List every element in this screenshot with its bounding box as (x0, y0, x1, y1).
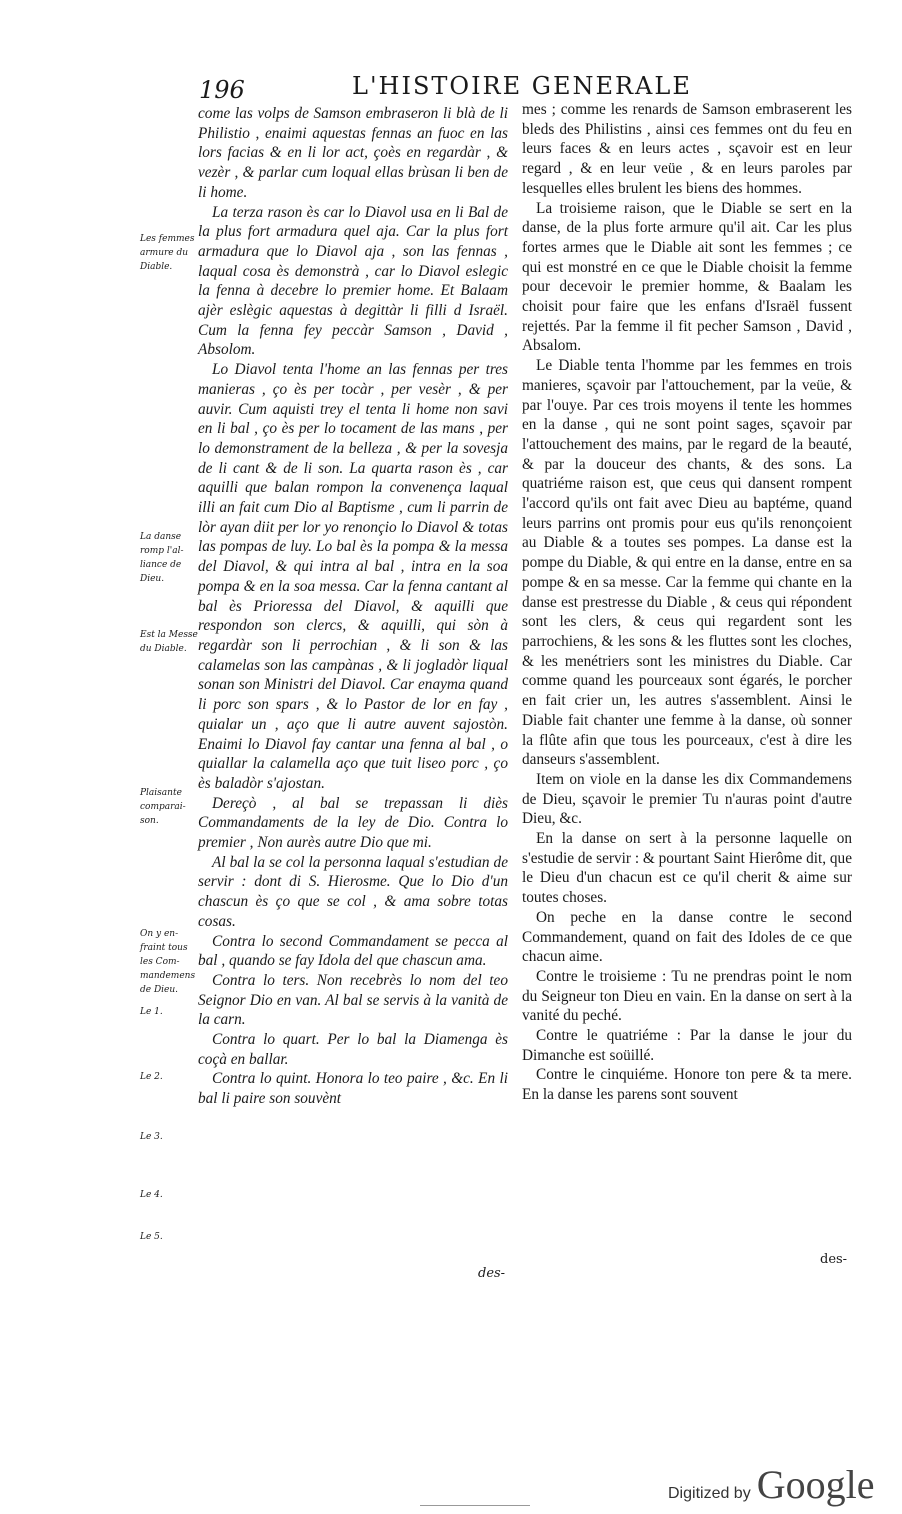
right-column-french (522, 100, 852, 1105)
paragraph: La troisieme raison, que le Diable se sert en la danse, de la plus forte armure qu'il ait. Car les plus fortes armes que le Diable ait sont les femmes ; ce qui est monstré en ce que le Diable choisit la femme pour decevoir le premier homme, & Baalam les choisit pour faire que les enfans d'Israël fussent rejettés. Par la femme il fit pecher Samson , David , Absalom. (522, 199, 852, 355)
paragraph: Contra lo quart. Per lo bal la Diamenga ès coçà en ballar. (198, 1031, 508, 1068)
margin-note: On y en- fraint tous les Com- mandemens de Dieu. (140, 929, 196, 995)
paragraph: La terza rason ès car lo Diavol usa en li Bal de la plus fort armadura quel aja. Car la plus fort armadura que lo Diavol aja , son las fennas , laqual cosa ès demonstrà , car lo Diavol eslegic la fenna à decebre lo premier home. Et Balaam ajèr eslègic aquestas à degittàr li filli d Israël. Cum la fenna fey peccàr Samson , David , Absolom. (198, 203, 508, 359)
paragraph: Item on viole en la danse les dix Commandemens de Dieu, sçavoir le premier Tu n'auras point d'autre Dieu, &c. (522, 770, 852, 828)
paragraph: Contra lo second Commandament se pecca al bal , quando se fay Idola del que chascun ama. (198, 932, 508, 970)
margin-note: Le 5. (140, 1232, 163, 1242)
catchword-left: des- (478, 1266, 506, 1281)
paragraph: Le Diable tenta l'homme par les femmes en trois manieres, sçavoir par l'attouchement, par la veüe, & par l'ouye. Par ces trois moyens il tente les hommes en la danse , qui ne sont point sages, sçavoir par l'attouchement des mains, par le regard de la beauté, & par la douceur des chants, & des sons. La quatriéme raison est, que ceus qui dansent rompent l'accord qu'ils ont fait avec Dieu au baptéme, quand leurs parrins ont promis pour eus qu'ils renonçoient au Diable & a toutes ses pompes. La danse est la pompe du Diable, & qui entre en la danse, entre en sa pompe & en sa messe. Car la femme qui chante en la danse est prestresse du Diable , & ceus qui répondent sont les clers, & ceus qui regardent sont les parrochiens, & les sons & les fluttes sont les cloches, & les menétriers sont les ministres du Diable. Car comme quand les pourceaux sont égarés, le porcher en fait crier un, les autres s'assemblent. Ainsi le Diable fait chanter une femme à la danse, où sonner la flûte afin que tous les pourceaux, c'est à dire les danseurs s'assemblent. (522, 357, 852, 769)
paragraph: En la danse on sert à la personne laquelle on s'estudie de servir : & pourtant Saint Hierôme dit, que le Dieu d'un chacun est ce qu'il cherit & aime sur toutes choses. (522, 830, 852, 907)
scan-edge-line (420, 1505, 530, 1506)
paragraph: mes ; comme les renards de Samson embraserent les bleds des Philistins , ainsi ces femmes ont du feu en leurs faces & en leurs actes , sçavoir est en leur regard , & en leur veüe , & en leurs paroles par lesquelles elles brulent les biens des hommes. (522, 101, 852, 197)
margin-note: Les femmes armure du Diable. (140, 234, 195, 272)
margin-note: La danse romp l'al- liance de Dieu. (140, 532, 184, 584)
paragraph: Lo Diavol tenta l'home an las fennas per tres manieras , ço ès per tocàr , per vesèr , & per auvir. Cum aquisti trey el tenta li home non savi en li bal , ço ès per lo tocament de las mans , per lo demonstrament de la belleza , & per la sovesja de li cant & de li son. La quarta rason ès , car aquilli que balan rompon la convenença laqual illi an fait cum Dio al Baptisme , cum li parrin de lòr ayan diit per lor yo renonçio lo Diavol & totas las pompas de luy. Lo bal ès la pompa & la messa del Diavol, & qui intra al bal , intra en la soa pompa & en la soa messa. Car la fenna cantant al bal ès Prioressa del Diavol, & aquilli que respondon son clercs, & aquilli, qui sòn à regardàr son li perrochian , & li son & las calamelas son las campànas , & li jogladòr liqual sonan son Ministri del Diavol. Car enayma quand li porc son spars , & lo Pastor de lor en fay , quialar un , aço que li autre auvent sajostòn. Enaimi lo Diavol fay cantar una fenna al bal , o quiallar la calamella aço que tuit liseo porc , ço ès baladòr s'ajostan. (198, 361, 508, 792)
margin-note: Le 3. (140, 1132, 163, 1142)
margin-note: Est la Messe du Diable. (140, 630, 198, 654)
margin-note: Plaisante comparai- son. (140, 788, 186, 826)
paragraph: come las volps de Samson embraseron li blà de li Philistio , enaimi aquestas fennas an fuoc en las lors facias & en li lor act, çoès en regardàr , & vezèr , & parlar cum loqual ellas brùsan li ben de li home. (198, 105, 508, 201)
margin-note: Le 1. (140, 1007, 163, 1017)
paragraph: Contre le quatriéme : Par la danse le jour du Dimanche est soüillé. (522, 1027, 852, 1064)
margin-note: Le 4. (140, 1190, 163, 1200)
paragraph: Al bal la se col la personna laqual s'estudian de servir : dont di S. Hierosme. Que lo Dio d'un chascun ès ço que se col , & ama sobre totas cosas. (198, 853, 508, 930)
page-number: 196 (199, 76, 245, 104)
paragraph: Contre le cinquiéme. Honore ton pere & ta mere. En la danse les parens sont souvent (522, 1066, 852, 1104)
left-column-occitan (198, 104, 508, 1109)
margin-note: Le 2. (140, 1072, 163, 1082)
paragraph: Dereçò , al bal se trepassan li diès Commandaments de la ley de Dio. Contra lo premier , Non aurès autre Dio que mi. (198, 794, 508, 852)
paragraph: Contra lo ters. Non recebrès lo nom del teo Seignor Dio en van. Al bal se servis à la vanità de la carn. (198, 971, 508, 1029)
paragraph: On peche en la danse contre le second Commandement, quand on fait des Idoles de ce que chacun aime. (522, 908, 852, 966)
google-logo: Google (756, 1462, 875, 1507)
catchword-right: des- (820, 1252, 848, 1267)
paragraph: Contre le troisieme : Tu ne prendras point le nom du Seigneur ton Dieu en vain. En la danse on sert à la vanité du peché. (522, 967, 852, 1025)
digitization-watermark (668, 1461, 874, 1508)
paragraph: Contra lo quint. Honora lo teo paire , &c. En li bal li paire son souvènt (198, 1070, 508, 1108)
running-head: L'HISTOIRE GENERALE (352, 72, 692, 100)
watermark-prefix: Digitized by (668, 1485, 751, 1502)
